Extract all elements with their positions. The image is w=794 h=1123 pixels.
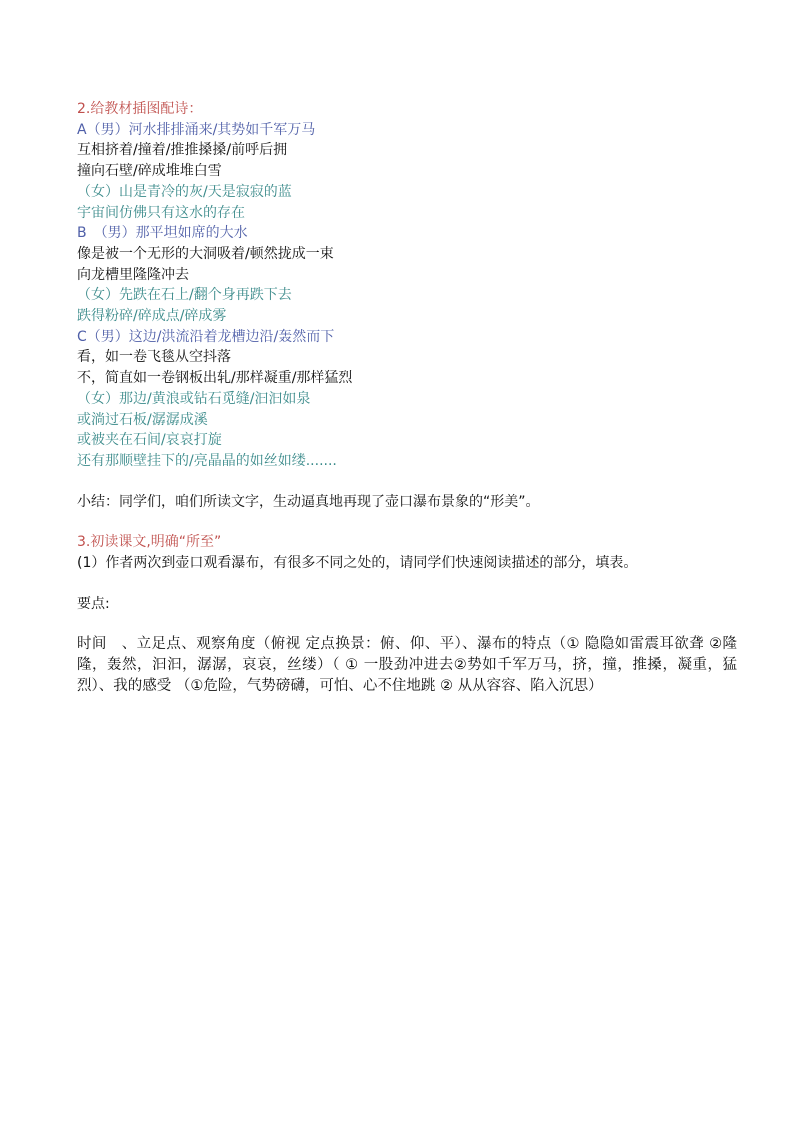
- spacer: [77, 512, 737, 532]
- key-points-text: 时间 、立足点、观察角度（俯视 定点换景：俯、仰、平）、瀑布的特点（① 隐隐如雷震耳欲聋 ②隆隆，轰然，汩汩，潺潺，哀哀，丝缕）（ ① 一股劲冲进去②势如千军万马，挤，撞，推搡，凝重，猛烈）、我的感受 （①危险，气势磅礴，可怕、心不住地跳 ② 从从容容、陷入沉思）: [77, 636, 737, 695]
- poem-line: 不，简直如一卷钢板出轧/那样凝重/那样猛烈: [77, 370, 353, 387]
- poem-line: （女）山是青冷的灰/天是寂寂的蓝: [77, 183, 292, 200]
- poem-line: 宇宙间仿佛只有这水的存在: [77, 204, 245, 221]
- poem-line: （女）先跌在石上/翻个身再跌下去: [77, 287, 292, 304]
- poem-line: 或被夹在石间/哀哀打旋: [77, 432, 222, 449]
- spacer: [77, 472, 737, 492]
- section3-question: (1）作者两次到壶口观看瀑布，有很多不同之处的，请同学们快速阅读描述的部分，填表。: [77, 555, 638, 572]
- poem-line: 向龙槽里隆隆冲去: [77, 266, 189, 283]
- key-points-label: 要点:: [77, 595, 110, 612]
- poem-lines: [77, 120, 737, 472]
- poem-line: 跌得粉碎/碎成点/碎成雾: [77, 308, 227, 325]
- poem-line: A（男）河水排排涌来/其势如千军万马: [77, 121, 316, 138]
- poem-line: 或淌过石板/潺潺成溪: [77, 411, 208, 428]
- summary-text: 小结：同学们，咱们所读文字，生动逼真地再现了壶口瀑布景象的“形美”。: [77, 493, 540, 510]
- poem-line: 看，如一卷飞毯从空抖落: [77, 349, 231, 366]
- poem-line: 像是被一个无形的大洞吸着/顿然拢成一束: [77, 245, 334, 262]
- poem-line: 还有那顺壁挂下的/亮晶晶的如丝如缕.......: [77, 452, 337, 469]
- poem-line: 撞向石壁/碎成堆堆白雪: [77, 163, 222, 180]
- poem-line: B （男）那平坦如席的大水: [77, 225, 248, 242]
- poem-line: （女）那边/黄浪或钻石觅缝/汩汩如泉: [77, 390, 311, 407]
- document-page: [77, 99, 737, 697]
- spacer: [77, 614, 737, 634]
- poem-line: C（男）这边/洪流沿着龙槽边沿/轰然而下: [77, 328, 335, 345]
- section2-heading: 2.给教材插图配诗：: [77, 101, 203, 117]
- spacer: [77, 574, 737, 594]
- poem-line: 互相挤着/撞着/推推搡搡/前呼后拥: [77, 142, 288, 159]
- section3-heading: 3.初读课文,明确“所至”: [77, 534, 222, 551]
